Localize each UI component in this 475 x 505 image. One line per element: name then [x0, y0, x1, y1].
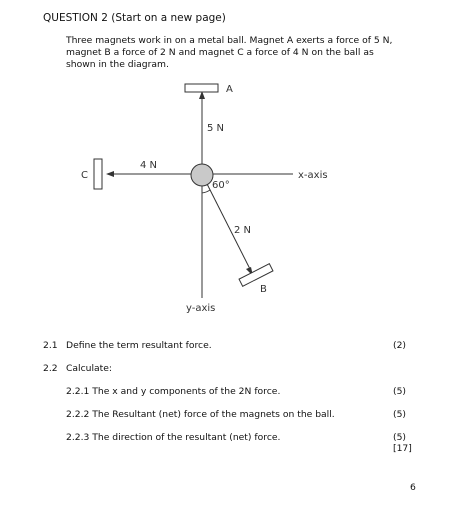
- total-mark: [17]: [393, 443, 412, 454]
- question-mark: (2): [393, 340, 407, 351]
- force-c-label: 4 N: [140, 160, 158, 171]
- question-title: QUESTION 2 (Start on a new page): [43, 12, 226, 24]
- angle-label: 60°: [212, 180, 230, 191]
- magnet-a-label: A: [226, 84, 233, 95]
- arrow-head-c: [106, 171, 114, 177]
- magnet-c: [94, 159, 102, 189]
- subquestion-mark: (5): [393, 409, 407, 420]
- magnet-a: [185, 84, 218, 92]
- magnet-b: [239, 264, 273, 287]
- subquestion-mark: (5): [393, 432, 407, 443]
- subquestion-mark: (5): [393, 386, 407, 397]
- subquestion-text: 2.2.2 The Resultant (net) force of the magnets on the ball.: [66, 409, 335, 420]
- magnet-c-label: C: [81, 170, 88, 181]
- x-axis-label: x-axis: [298, 170, 328, 181]
- question-text: Calculate:: [66, 363, 113, 374]
- question-text: Define the term resultant force.: [66, 340, 212, 351]
- subquestion-text: 2.2.3 The direction of the resultant (net) force.: [66, 432, 281, 443]
- question-intro: Three magnets work in on a metal ball. Magnet A exerts a force of 5 N, magnet B a force of 2 N and magnet C a force of 4 N on the ball as shown in the diagram.: [66, 35, 393, 70]
- page-number: 6: [410, 482, 416, 493]
- y-axis-label: y-axis: [186, 303, 216, 314]
- angle-arc: [202, 190, 210, 193]
- force-b-label: 2 N: [234, 225, 252, 236]
- subquestion-text: 2.2.1 The x and y components of the 2N force.: [66, 386, 281, 397]
- question-number: 2.2: [43, 363, 58, 374]
- magnet-b-label: B: [260, 284, 267, 295]
- force-a-label: 5 N: [207, 123, 225, 134]
- metal-ball: [191, 164, 213, 186]
- question-number: 2.1: [43, 340, 58, 351]
